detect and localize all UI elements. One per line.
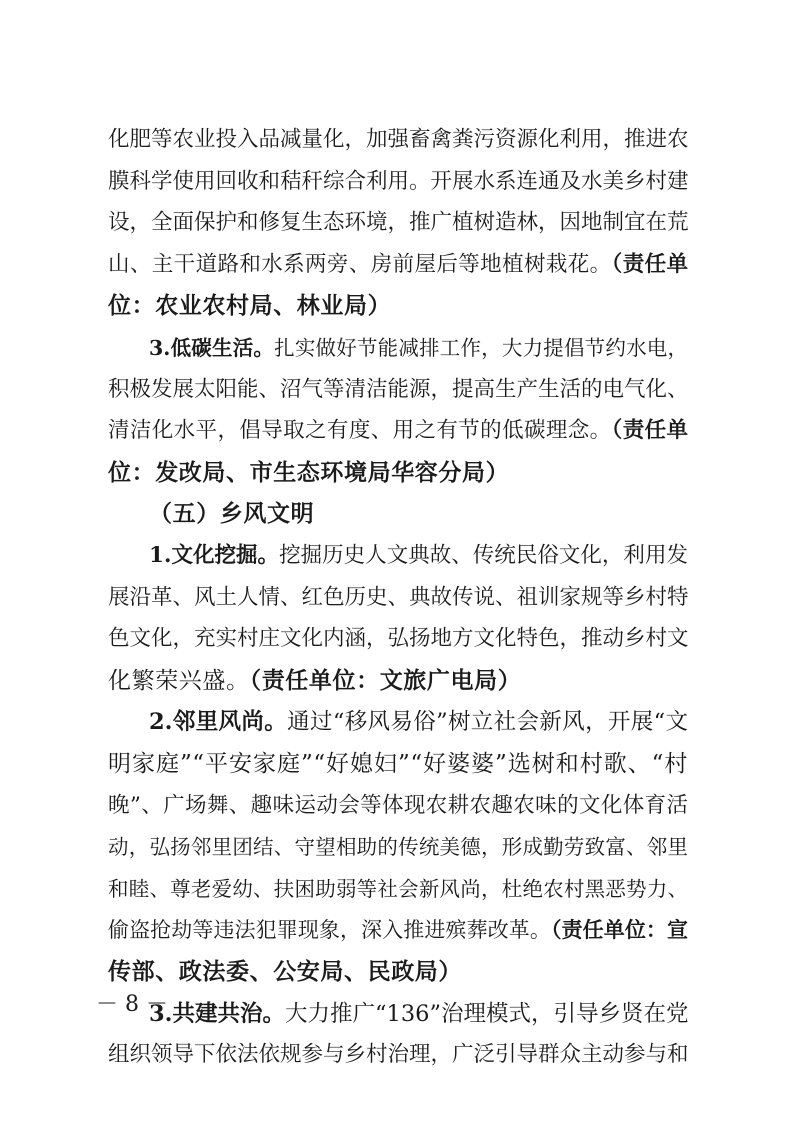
text-run: 积极发展太阳能、沼气等清洁能源，提高生产生活的电气化、 bbox=[108, 377, 689, 402]
text-run: 明家庭”“平安家庭”“好媳妇”“好婆婆”选树和村歌、“村 bbox=[108, 751, 688, 777]
item-title: 3.共建共治。 bbox=[149, 1001, 285, 1027]
item-title: 1.文化挖掘。 bbox=[149, 543, 280, 568]
responsibility-note: （责任单 bbox=[611, 418, 688, 443]
text-line bbox=[149, 536, 688, 576]
text-run: 色文化，充实村庄文化内涵，弘扬地方文化特色，推动乡村文 bbox=[108, 626, 689, 651]
text-run: 和睦、尊老爱幼、扶困助弱等社会新风尚，杜绝农村黑恶势力、 bbox=[108, 877, 688, 901]
text-run: 设，全面保护和修复生态环境，推广植树造林，因地制宜在荒 bbox=[108, 210, 689, 235]
text-line bbox=[149, 994, 688, 1034]
text-line bbox=[108, 120, 688, 160]
text-run: 膜科学使用回收和秸秆综合利用。开展水系连通及水美乡村建 bbox=[108, 169, 689, 194]
responsibility-note: （责任单位：宣 bbox=[550, 917, 689, 942]
text-run: 展沿革、风土人情、红色历史、典故传说、祖训家规等乡村特 bbox=[108, 585, 689, 610]
text-line bbox=[108, 286, 688, 326]
text-line bbox=[149, 328, 688, 368]
text-run: 通过“移风易俗”树立社会新风，开展“文 bbox=[287, 709, 688, 735]
responsibility-note: 位：农业农村局、林业局） bbox=[108, 292, 392, 319]
text-run: 组织领导下依法依规参与乡村治理，广泛引导群众主动参与和 bbox=[108, 1042, 689, 1067]
text-line bbox=[108, 952, 688, 992]
text-line bbox=[108, 827, 688, 867]
text-line bbox=[108, 203, 688, 243]
responsibility-note: 位：发改局、市生态环境局华容分局） bbox=[108, 459, 510, 486]
text-line bbox=[108, 786, 688, 826]
item-title: 3.低碳生活。 bbox=[149, 336, 275, 360]
text-run: 清洁化水平，倡导取之有度、用之有节的低碳理念。 bbox=[108, 418, 612, 443]
text-run: 挖掘历史人文典故、传统民俗文化，利用发 bbox=[279, 543, 688, 568]
text-run: 晚”、广场舞、趣味运动会等体现农耕农趣农味的文化体育活 bbox=[108, 793, 688, 818]
text-line bbox=[108, 245, 688, 285]
responsibility-note: 传部、政法委、公安局、民政局） bbox=[108, 958, 462, 985]
text-line bbox=[108, 411, 688, 451]
section-heading bbox=[149, 494, 729, 534]
text-run: 扎实做好节能减排工作，大力提倡节约水电， bbox=[274, 336, 688, 360]
text-line bbox=[108, 453, 688, 493]
responsibility-note: （责任单位：文旅广电局） bbox=[249, 667, 522, 694]
page-number: － 8 － bbox=[96, 992, 168, 1017]
text-line bbox=[108, 744, 688, 784]
text-line bbox=[108, 910, 688, 950]
text-line bbox=[108, 661, 688, 701]
section-heading-text: （五）乡风文明 bbox=[149, 500, 315, 527]
text-line bbox=[108, 578, 688, 618]
text-run: 动，弘扬邻里团结、守望相助的传统美德，形成勤劳致富、邻里 bbox=[108, 835, 688, 859]
text-run: 山、主干道路和水系两旁、房前屋后等地植树栽花。 bbox=[108, 252, 612, 277]
text-line bbox=[108, 370, 688, 410]
text-line bbox=[108, 1035, 688, 1075]
text-line bbox=[108, 869, 688, 909]
text-run: 偷盗抢劫等违法犯罪现象，深入推进殡葬改革。 bbox=[108, 918, 551, 942]
responsibility-note: （责任单 bbox=[611, 252, 688, 277]
item-title: 2.邻里风尚。 bbox=[149, 709, 288, 735]
text-run: 大力推广“136”治理模式，引导乡贤在党 bbox=[285, 1001, 689, 1027]
text-line bbox=[108, 619, 688, 659]
text-line bbox=[149, 702, 688, 742]
text-line bbox=[108, 162, 688, 202]
text-run: 化繁荣兴盛。 bbox=[108, 668, 250, 694]
text-run: 化肥等农业投入品减量化，加强畜禽粪污资源化利用，推进农 bbox=[108, 127, 689, 152]
